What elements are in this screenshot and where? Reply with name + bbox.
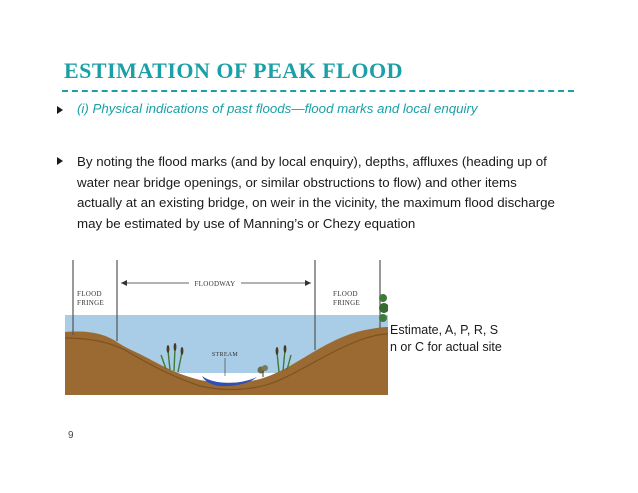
- right-fringe-label-line2: FRINGE: [333, 299, 361, 307]
- site-estimate-line2: n or C for actual site: [390, 340, 502, 354]
- bullet-item-heading: [57, 101, 478, 116]
- tree-icon: [379, 294, 388, 322]
- bullet-arrow-icon: [57, 106, 63, 114]
- bullet-text: (i) Physical indications of past floods—flood marks and local enquiry: [77, 101, 478, 116]
- stream-label: STREAM: [211, 352, 239, 358]
- floodway-label: FLOODWAY: [194, 280, 236, 288]
- bullet-arrow-icon: [57, 157, 63, 165]
- left-fringe-label-line2: FRINGE: [77, 299, 105, 307]
- bullet-item-body: [57, 152, 562, 234]
- site-estimate-line1: Estimate, A, P, R, S: [390, 323, 499, 337]
- page-number: 9: [68, 430, 74, 441]
- floodplain-diagram-svg: [65, 258, 388, 395]
- arrow-right-icon: [305, 280, 311, 286]
- left-fringe-label-line1: FLOOD: [77, 290, 102, 298]
- bullet-text: By noting the flood marks (and by local enquiry), depths, affluxes (heading up of water near bridge openings, or similar obstructions to flow) and other items actually at an existing bridge, on weir in the vicinity, the maximum flood discharge may be estimated by use of Manning’s or Chezy equation: [77, 154, 555, 231]
- site-estimate-note: [390, 322, 502, 356]
- title-divider: [62, 90, 574, 92]
- arrow-left-icon: [121, 280, 127, 286]
- right-fringe-label-line1: FLOOD: [333, 290, 358, 298]
- slide-title: ESTIMATION OF PEAK FLOOD: [64, 58, 403, 83]
- floodplain-diagram: [65, 258, 388, 395]
